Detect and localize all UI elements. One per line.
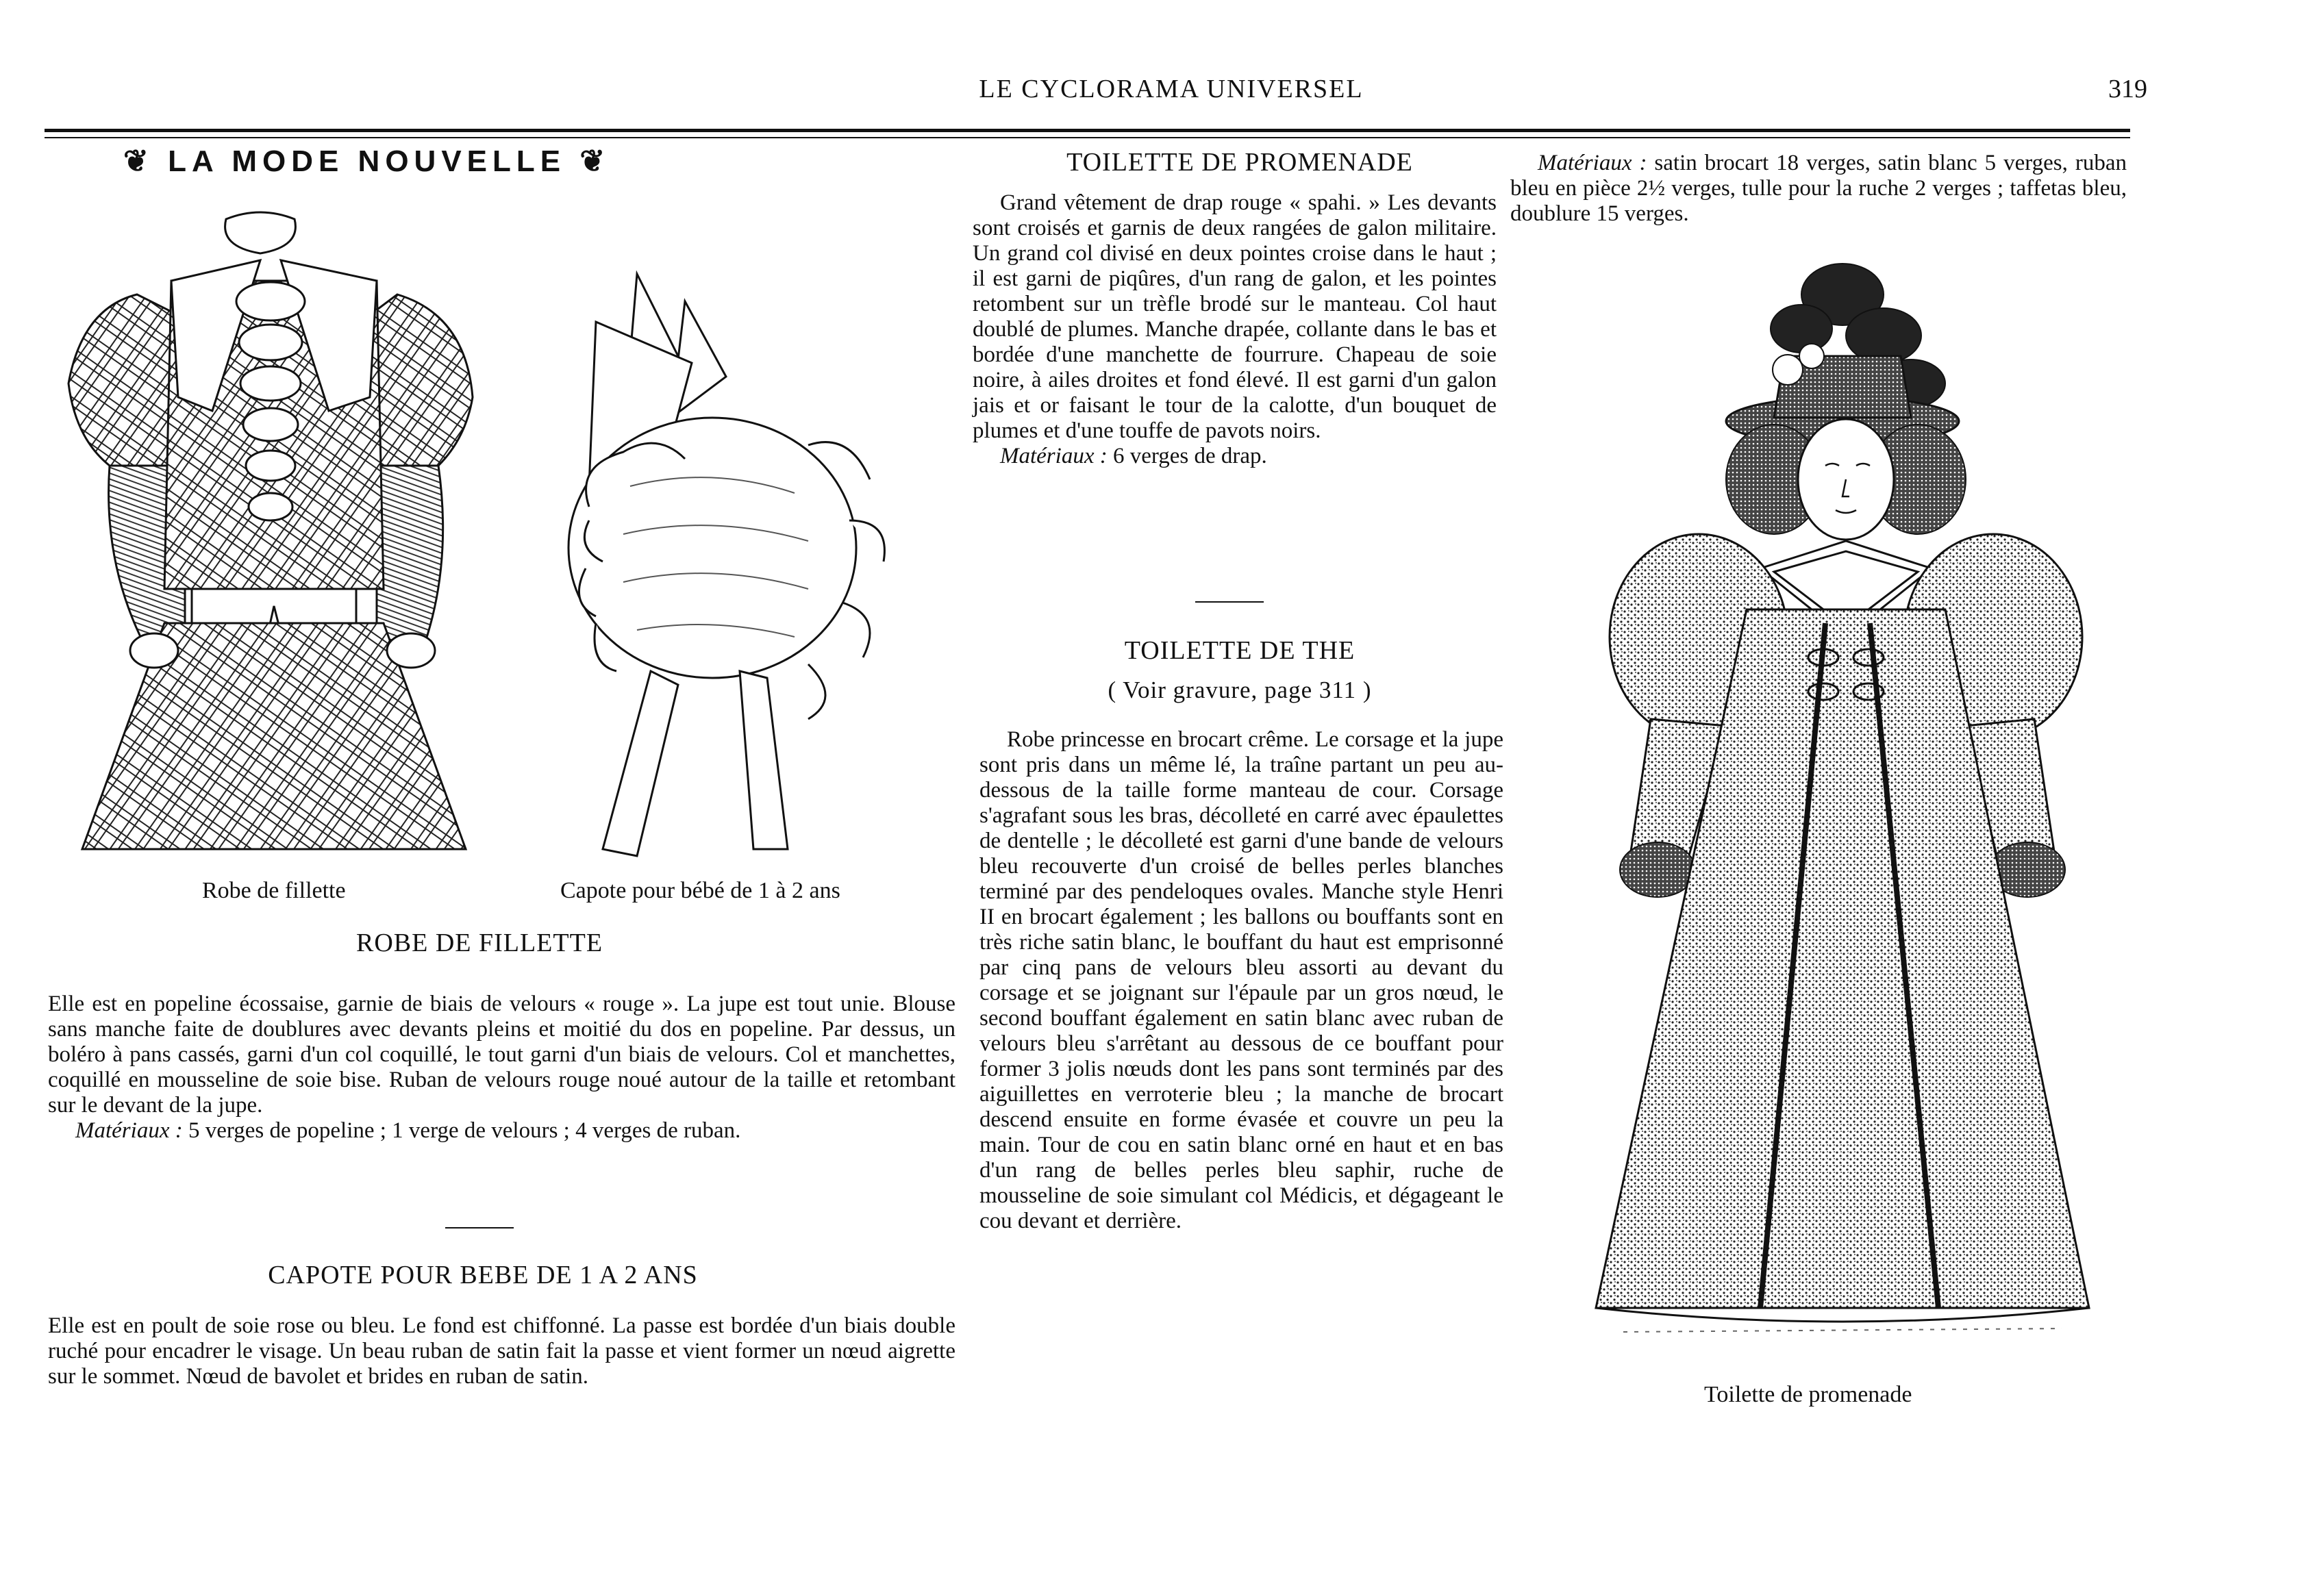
promenade-title: TOILETTE DE PROMENADE	[1066, 148, 1413, 177]
robe-materiaux-text: 5 verges de popeline ; 1 verge de velours ; 4 verges de ruban.	[182, 1118, 741, 1143]
robe-materiaux-label: Matériaux :	[75, 1118, 183, 1143]
the-text-block	[979, 727, 1503, 1234]
right-materiaux-block	[1510, 151, 2127, 227]
right-materiaux-text: satin brocart 18 verges, satin blanc 5 verges, ruban bleu en pièce 2½ verges, tulle pour la ruche 2 verges ; taffetas bleu, doublure 15 verges.	[1510, 151, 2127, 226]
promenade-materiaux-text: 6 verges de drap.	[1107, 444, 1267, 468]
promenade-paragraph: Grand vêtement de drap rouge « spahi. » Les devants sont croisés et garnis de deux rangées de galon militaire. Un grand col divisé en deux pointes croise dans le haut ; il est garni de piqûres, d'un rang de galon, et les pointes retombent sur un trèfle brodé sur le manteau. Col haut doublé de plumes. Manche drapée, collante dans le bas et bordée d'une manchette de fourrure. Chapeau de soie noire, à ailes droites et fond élevé. Il est garni d'un galon jais et or faisant le tour de la calotte, d'un bouquet de plumes et d'une touffe de pavots noirs.	[973, 190, 1497, 443]
header-rule-thick	[45, 129, 2130, 132]
robe-paragraph: Elle est en popeline écossaise, garnie de biais de velours « rouge ». La jupe est tout unie. Blouse sans manche faite de doublures avec devants pleins et moitié du dos en popeline. Par dessus, un boléro à pans cassés, garni d'un col coquillé, le tout garni d'un biais de velours. Col et manchettes, coquillé en mousseline de soie bise. Ruban de velours rouge noué autour de la taille et retombant sur le devant de la jupe.	[48, 992, 955, 1118]
robe-text-block	[48, 992, 955, 1144]
mode-title: ❦ LA MODE NOUVELLE ❦	[123, 144, 611, 178]
promenade-materiaux-label: Matériaux :	[1000, 444, 1108, 468]
separator-rule	[1195, 601, 1264, 603]
the-paragraph: Robe princesse en brocart crême. Le corsage et la jupe sont pris dans un même lé, la traîne partant un peu au-dessous de la taille forme manteau de cour. Corsage s'agrafant sous les bras, décolleté en carré avec épaulettes de dentelle ; le décolleté est garni d'une bande de velours bleu recouverte d'un croisé de belles perles blanches terminé par des pendeloques ovales. Manche style Henri II en brocart également ; les ballons ou bouffants sont en très riche satin blanc, le bouffant du haut est emprisonné par cinq pans de velours bleu assorti au devant du corsage et se joignant sur l'épaule par un gros nœud, le second bouffant également en satin blanc avec ruban de velours bleu s'arrêtant au dessous de ce bouffant pour former 3 jolis nœuds dont les pans sont terminés par des aiguillettes en verroterie bleu ; la manche de brocart descend ensuite en forme évasée et couvre un peu la main. Tour de cou en satin blanc orné en haut et en bas d'un rang de belles perles bleu saphir, ruche de mousseline de soie simulant col Médicis, et dégageant le cou devant et derrière.	[979, 727, 1503, 1233]
fig3-caption: Toilette de promenade	[1704, 1382, 1912, 1407]
capote-text-block	[48, 1313, 955, 1389]
fig1-caption: Robe de fillette	[202, 878, 346, 903]
capote-paragraph: Elle est en poult de soie rose ou bleu. Le fond est chiffonné. La passe est bordée d'un biais double ruché pour encadrer le visage. Un beau ruban de satin fait la passe et vient former un nœud aigrette sur le sommet. Nœud de bavolet et brides en ruban de satin.	[48, 1313, 955, 1389]
promenade-illustration	[1555, 253, 2130, 1363]
capote-title: CAPOTE POUR BEBE DE 1 A 2 ANS	[268, 1261, 698, 1289]
fillette-illustration	[55, 205, 507, 863]
running-title: LE CYCLORAMA UNIVERSEL	[979, 75, 1364, 103]
header-rule-thin	[45, 137, 2130, 138]
promenade-text-block	[973, 190, 1497, 469]
capote-illustration	[548, 260, 932, 863]
right-materiaux-label: Matériaux :	[1538, 151, 1647, 175]
page-number: 319	[2108, 75, 2147, 103]
fig2-caption: Capote pour bébé de 1 à 2 ans	[560, 878, 840, 903]
the-subtitle: ( Voir gravure, page 311 )	[1108, 677, 1372, 703]
the-title: TOILETTE DE THE	[1124, 636, 1355, 665]
separator-rule	[445, 1227, 514, 1228]
robe-title: ROBE DE FILLETTE	[355, 929, 603, 957]
